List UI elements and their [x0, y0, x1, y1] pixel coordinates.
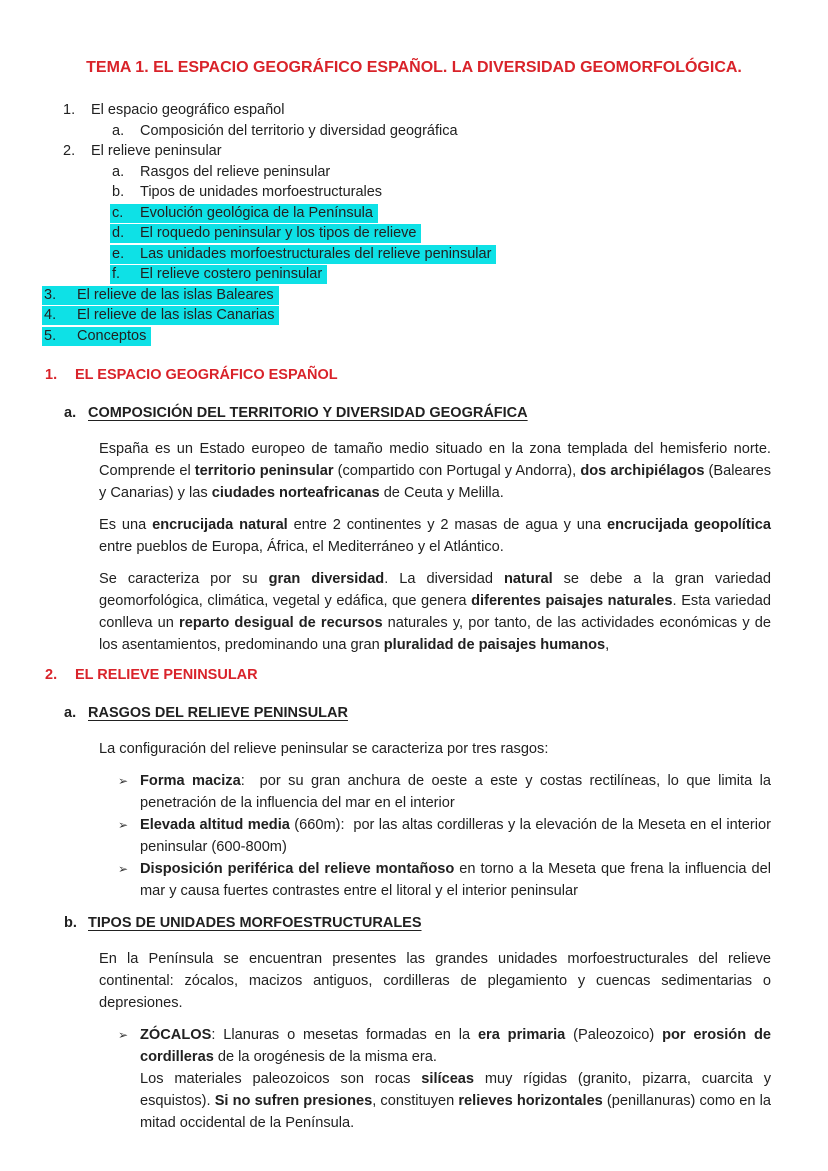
toc-highlight — [110, 224, 421, 243]
text-run: gran diversidad — [268, 571, 385, 587]
bullet-text — [140, 770, 771, 814]
bullet-list — [118, 1024, 771, 1134]
subsection-letter: a. — [64, 705, 77, 721]
toc-item-label: El roquedo peninsular y los tipos de relieve — [140, 225, 417, 241]
subsection-letter: b. — [64, 915, 77, 931]
subsection-heading — [0, 704, 828, 722]
document-body — [0, 366, 828, 1134]
bullet-text — [140, 858, 771, 902]
toc-item-marker: f. — [112, 266, 121, 282]
toc-item-label: Composición del territorio y diversidad geográfica — [140, 122, 458, 139]
section-title: EL RELIEVE PENINSULAR — [75, 667, 258, 683]
text-run: de Ceuta y Melilla. — [379, 485, 504, 501]
text-run: diferentes paisajes naturales — [471, 593, 673, 609]
toc-item-marker: b. — [112, 184, 125, 200]
text-run: Es una — [99, 517, 153, 533]
text-run: Los materiales paleozoicos son rocas — [140, 1071, 422, 1087]
bullet-text — [140, 814, 771, 858]
toc-item-label: Conceptos — [77, 327, 147, 344]
toc-item-marker: 3. — [44, 286, 57, 303]
bullet-arrow-icon: ➢ — [118, 862, 129, 876]
text-run: territorio peninsular — [194, 463, 334, 479]
toc-item — [0, 326, 828, 347]
text-run: La configuración del relieve peninsular se caracteriza por tres rasgos: — [99, 741, 549, 757]
toc-entry — [112, 184, 382, 200]
text-run: (Paleozoico) — [565, 1027, 663, 1043]
text-run: Elevada altitud media — [140, 817, 290, 833]
table-of-contents — [0, 100, 828, 346]
text-run: España es un Estado europeo de tamaño medio situado en la zona templada del hemisferio norte. Comprende el — [99, 441, 771, 479]
text-run: encrucijada natural — [152, 517, 288, 533]
section-title: EL ESPACIO GEOGRÁFICO ESPAÑOL — [75, 367, 338, 383]
text-run: relieves horizontales — [458, 1093, 603, 1109]
text-run: pluralidad de paisajes humanos — [383, 637, 606, 653]
toc-item-marker: d. — [112, 225, 125, 241]
section-number: 1. — [45, 367, 58, 383]
toc-highlight — [110, 204, 378, 223]
section-heading — [0, 666, 828, 684]
toc-item — [0, 305, 828, 326]
paragraph — [99, 438, 771, 504]
text-run: En la Península se encuentran presentes las grandes unidades morfoestructurales del relieve continental: zócalos, macizos antiguos, cordilleras de plegamiento y cuencas sedimentarias o depresiones. — [99, 951, 771, 1011]
section-heading — [0, 366, 828, 384]
toc-item-label: Las unidades morfoestructurales del relieve peninsular — [140, 245, 492, 262]
toc-highlight — [110, 245, 496, 264]
text-run: silíceas — [421, 1071, 475, 1087]
paragraph — [99, 568, 771, 656]
subsection-letter: a. — [64, 405, 77, 421]
toc-entry — [63, 102, 284, 118]
toc-item-label: El relieve de las islas Canarias — [77, 307, 275, 323]
toc-item-marker: c. — [112, 204, 124, 221]
toc-item — [0, 121, 828, 142]
text-run: : por su gran anchura de oeste a este y costas rectilíneas, lo que limita la penetración de la influencia del mar en el interior — [140, 773, 771, 811]
toc-item — [0, 285, 828, 306]
text-run: Forma maciza — [140, 773, 241, 789]
paragraph — [99, 738, 771, 760]
text-run: muy rígidas (granito, pizarra, cuarcita y esquistos). — [140, 1071, 771, 1109]
bullet-arrow-icon: ➢ — [118, 774, 129, 788]
text-run: dos archipiélagos — [580, 463, 705, 479]
text-run: . La diversidad — [384, 571, 504, 587]
text-run: ZÓCALOS — [140, 1027, 212, 1043]
bullet-item — [118, 858, 771, 902]
toc-item — [0, 203, 828, 224]
document-title: TEMA 1. EL ESPACIO GEOGRÁFICO ESPAÑOL. LA DIVERSIDAD GEOMORFOLÓGICA. — [86, 59, 742, 76]
subsection-title: RASGOS DEL RELIEVE PENINSULAR — [88, 705, 348, 721]
text-run: Si no sufren presiones — [214, 1093, 373, 1109]
text-run: (Baleares y Canarias) y las — [99, 463, 771, 501]
toc-item-marker: 2. — [63, 143, 76, 159]
toc-item-marker: e. — [112, 245, 125, 262]
toc-entry — [112, 164, 330, 180]
paragraph — [99, 948, 771, 1014]
text-run: (compartido con Portugal y Andorra), — [333, 463, 581, 479]
bullet-arrow-icon: ➢ — [118, 818, 129, 832]
toc-item-label: Tipos de unidades morfoestructurales — [140, 184, 383, 200]
text-run: . Esta variedad conlleva un — [99, 593, 771, 631]
toc-item-marker: 5. — [44, 327, 57, 344]
toc-highlight — [42, 306, 279, 325]
bullet-text — [140, 1024, 771, 1134]
toc-highlight — [110, 265, 327, 284]
bullet-item — [118, 1024, 771, 1134]
toc-item-marker: a. — [112, 163, 125, 180]
text-run: : Llanuras o mesetas formadas en la — [211, 1027, 478, 1043]
text-run: Se caracteriza por su — [99, 571, 269, 587]
text-run: natural — [503, 571, 553, 587]
text-run: , — [605, 637, 610, 653]
text-run: entre pueblos de Europa, África, el Mediterráneo y el Atlántico. — [99, 539, 504, 555]
toc-item-label: El relieve peninsular — [91, 143, 222, 159]
text-run: , constituyen — [372, 1093, 459, 1109]
text-run: de la orogénesis de la misma era. — [213, 1049, 437, 1065]
text-run: era primaria — [477, 1027, 566, 1043]
text-run: Disposición periférica del relieve montañoso — [140, 861, 455, 877]
subsection-title: COMPOSICIÓN DEL TERRITORIO Y DIVERSIDAD GEOGRÁFICA — [88, 405, 528, 421]
bullet-item — [118, 814, 771, 858]
bullet-list — [118, 770, 771, 902]
toc-item — [0, 162, 828, 183]
bullet-arrow-icon: ➢ — [118, 1028, 129, 1042]
toc-item — [0, 100, 828, 121]
subsection-title: TIPOS DE UNIDADES MORFOESTRUCTURALES — [88, 915, 422, 931]
text-run: ciudades norteafricanas — [211, 485, 380, 501]
paragraph — [99, 514, 771, 558]
text-run: reparto desigual de recursos — [179, 615, 383, 631]
toc-item-marker: 1. — [63, 102, 76, 118]
toc-item — [0, 244, 828, 265]
toc-item-marker: 4. — [44, 307, 57, 323]
bullet-item — [118, 770, 771, 814]
text-run: (660m): por las altas cordilleras y la elevación de la Meseta en el interior peninsular (600-800m) — [140, 817, 771, 855]
text-run: (penillanuras) como en la mitad occidental de la Península. — [140, 1093, 771, 1131]
toc-item-label: Rasgos del relieve peninsular — [140, 163, 331, 180]
toc-item-label: El espacio geográfico español — [91, 102, 285, 118]
toc-item-label: Evolución geológica de la Península — [140, 204, 373, 221]
subsection-heading — [0, 404, 828, 422]
text-run: por erosión de cordilleras — [140, 1027, 771, 1065]
text-run: entre 2 continentes y 2 masas de agua y una — [287, 517, 607, 533]
toc-item — [0, 264, 828, 285]
toc-item — [0, 182, 828, 203]
toc-entry — [63, 143, 222, 159]
text-run: naturales y, por tanto, de las actividades económicas y de los asentamientos, predominando una gran — [99, 615, 771, 653]
text-run: encrucijada geopolítica — [606, 517, 771, 533]
toc-entry — [112, 123, 458, 139]
toc-item-label: El relieve costero peninsular — [140, 266, 323, 282]
subsection-heading — [0, 914, 828, 932]
toc-highlight — [42, 286, 279, 305]
text-run: se debe a la gran variedad geomorfológica, climática, vegetal y edáfica, que genera — [99, 571, 772, 609]
toc-highlight — [42, 327, 151, 346]
toc-item — [0, 141, 828, 162]
toc-item-label: El relieve de las islas Baleares — [77, 286, 274, 303]
section-number: 2. — [45, 667, 58, 683]
toc-item-marker: a. — [112, 122, 125, 139]
text-run: en torno a la Meseta que frena la influencia del mar y causa fuertes contrastes entre el litoral y el interior peninsular — [140, 861, 772, 899]
toc-item — [0, 223, 828, 244]
